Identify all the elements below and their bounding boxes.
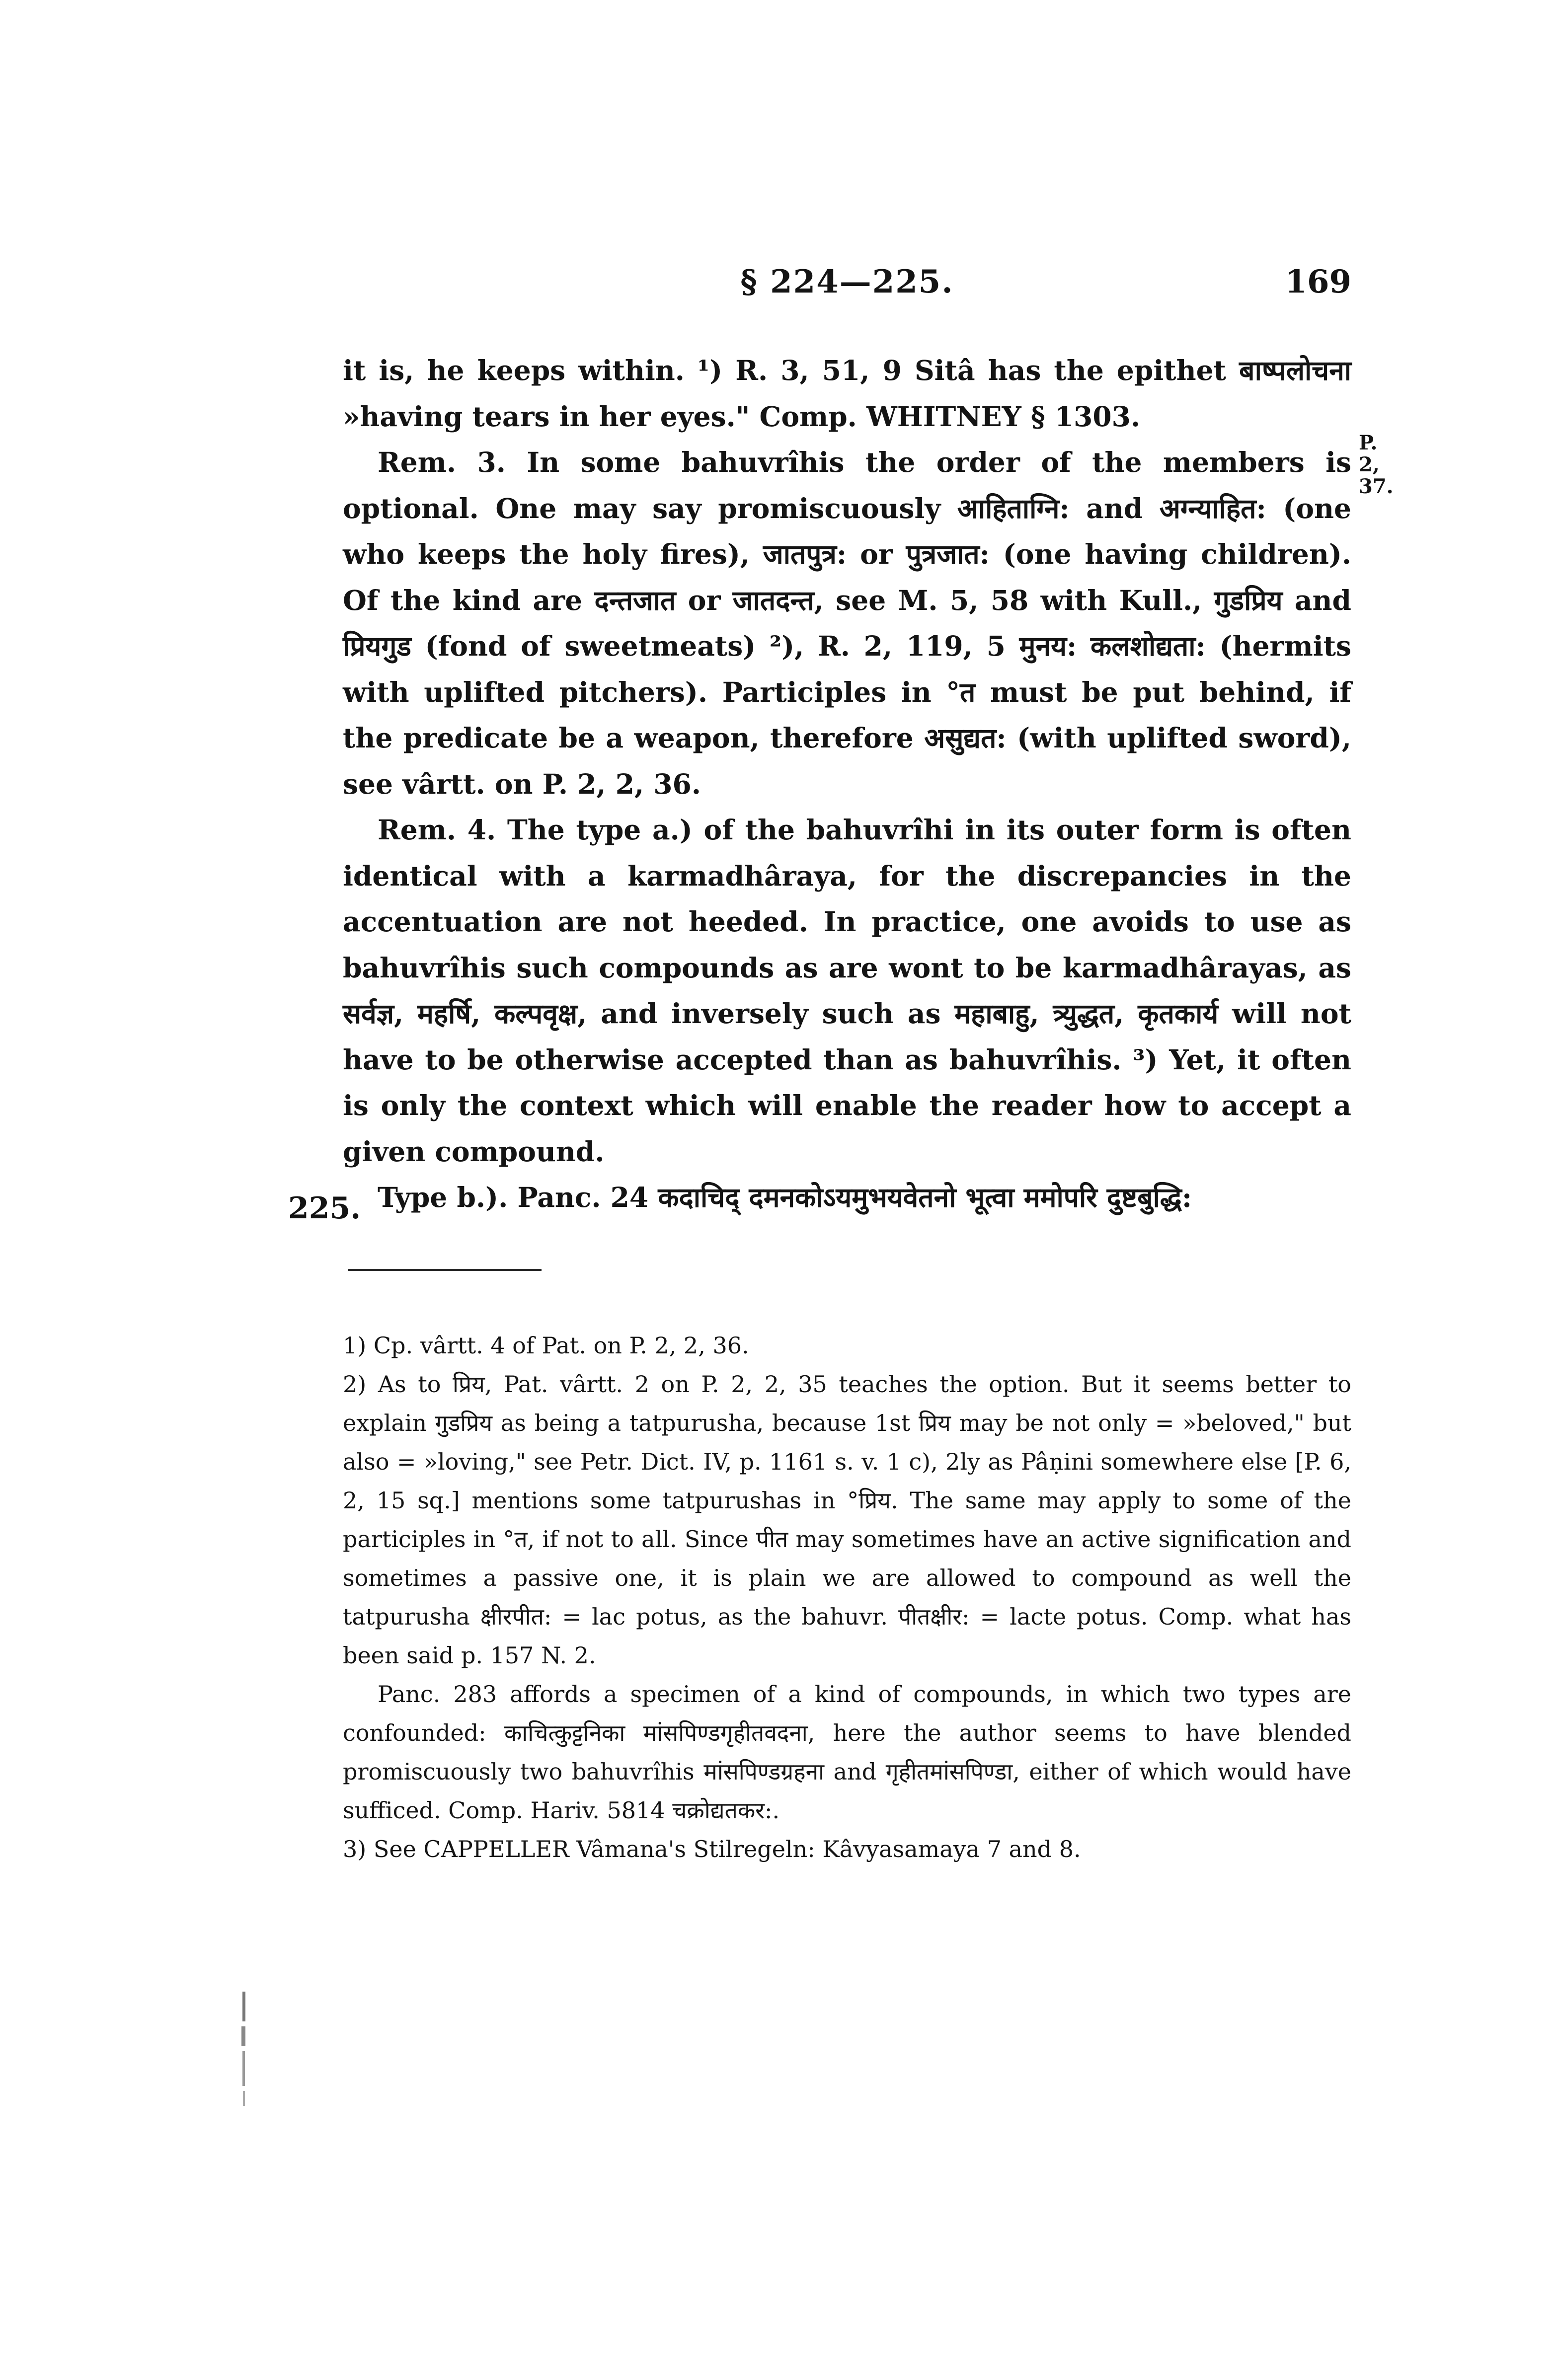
footnote-1: 1) Cp. vârtt. 4 of Pat. on P. 2, 2, 36.: [343, 1332, 749, 1359]
paragraph-rem-4: Rem. 4. The type a.) of the bahuvrîhi in its outer form is often identical with a karmadhâraya, for the discrepancies in the accentuation are not heeded. In practice, one avoids to use as bahuvrîhis such compounds as are wont to be karmadhârayas, as सर्वज्ञ, महर्षि, कल्पवृक्ष, and inversely such as महाबाहु, त्र्युद्धत, कृतकार्य will not have to be otherwise accepted than as bahuvrîhis. ³) Yet, it often is only the context which will enable the reader how to accept a given compound.: [343, 814, 1351, 1168]
margin-reference: P. 2, 37.: [1359, 431, 1394, 498]
paragraph-type-b: Type b.). Panc. 24 कदाचिद् दमनकोऽयमुभयवेतनो भूत्वा ममोपरि दुष्टबुद्धि:: [378, 1181, 1192, 1213]
paragraph-rem-3: Rem. 3. In some bahuvrîhis the order of the members is optional. One may say promiscuously आहिताग्नि: and अग्न्याहित: (one who keeps the holy fires), जातपुत्र: or पुत्रजात: (one having children). Of the kind are दन्तजात or जातदन्त, see M. 5, 58 with Kull., गुडप्रिय and प्रियगुड (fond of sweetmeats) ²), R. 2, 119, 5 मुनय: कलशोद्यता: (hermits with uplifted pitchers). Participles in °त must be put behind, if the predicate be a weapon, therefore असुद्यत: (with uplifted sword), see vârtt. on P. 2, 2, 36.: [343, 446, 1351, 800]
footnotes: [343, 1326, 1351, 1868]
main-text: [343, 348, 1351, 1221]
footnote-divider: [348, 1269, 542, 1271]
page-number: 169: [1285, 263, 1351, 300]
section-number-225: 225.: [288, 1191, 361, 1226]
section-range: § 224—225.: [740, 263, 954, 300]
scan-edge-mark: [239, 1992, 249, 2111]
footnote-2-continuation: Panc. 283 affords a specimen of a kind of compounds, in which two types are confounded: काचित्कुट्टनिका मांसपिण्डगृहीतवदना, here the author seems to have blended promiscuously two bahuvrîhis मांसपिण्डग्रहना and गृहीतमांसपिण्डा, either of which would have sufficed. Comp. Hariv. 5814 चक्रोद्यतकर:.: [343, 1681, 1351, 1824]
page-header: [343, 263, 1351, 308]
paragraph-continuation: it is, he keeps within. ¹) R. 3, 51, 9 Sitâ has the epithet बाष्पलोचना »having tears in her eyes." Comp. WHITNEY § 1303.: [343, 354, 1351, 433]
footnote-2: 2) As to प्रिय, Pat. vârtt. 2 on P. 2, 2, 35 teaches the option. But it seems better to explain गुडप्रिय as being a tatpurusha, because 1st प्रिय may be not only = »beloved," but also = »loving," see Petr. Dict. IV, p. 1161 s. v. 1 c), 2ly as Pâṇini somewhere else [P. 6, 2, 15 sq.] mentions some tatpurushas in °प्रिय. The same may apply to some of the participles in °त, if not to all. Since पीत may sometimes have an active signification and sometimes a passive one, it is plain we are allowed to compound as well the tatpurusha क्षीरपीत: = lac potus, as the bahuvr. पीतक्षीर: = lacte potus. Comp. what has been said p. 157 N. 2.: [343, 1371, 1351, 1669]
footnote-3: 3) See CAPPELLER Vâmana's Stilregeln: Kâvyasamaya 7 and 8.: [343, 1836, 1081, 1862]
